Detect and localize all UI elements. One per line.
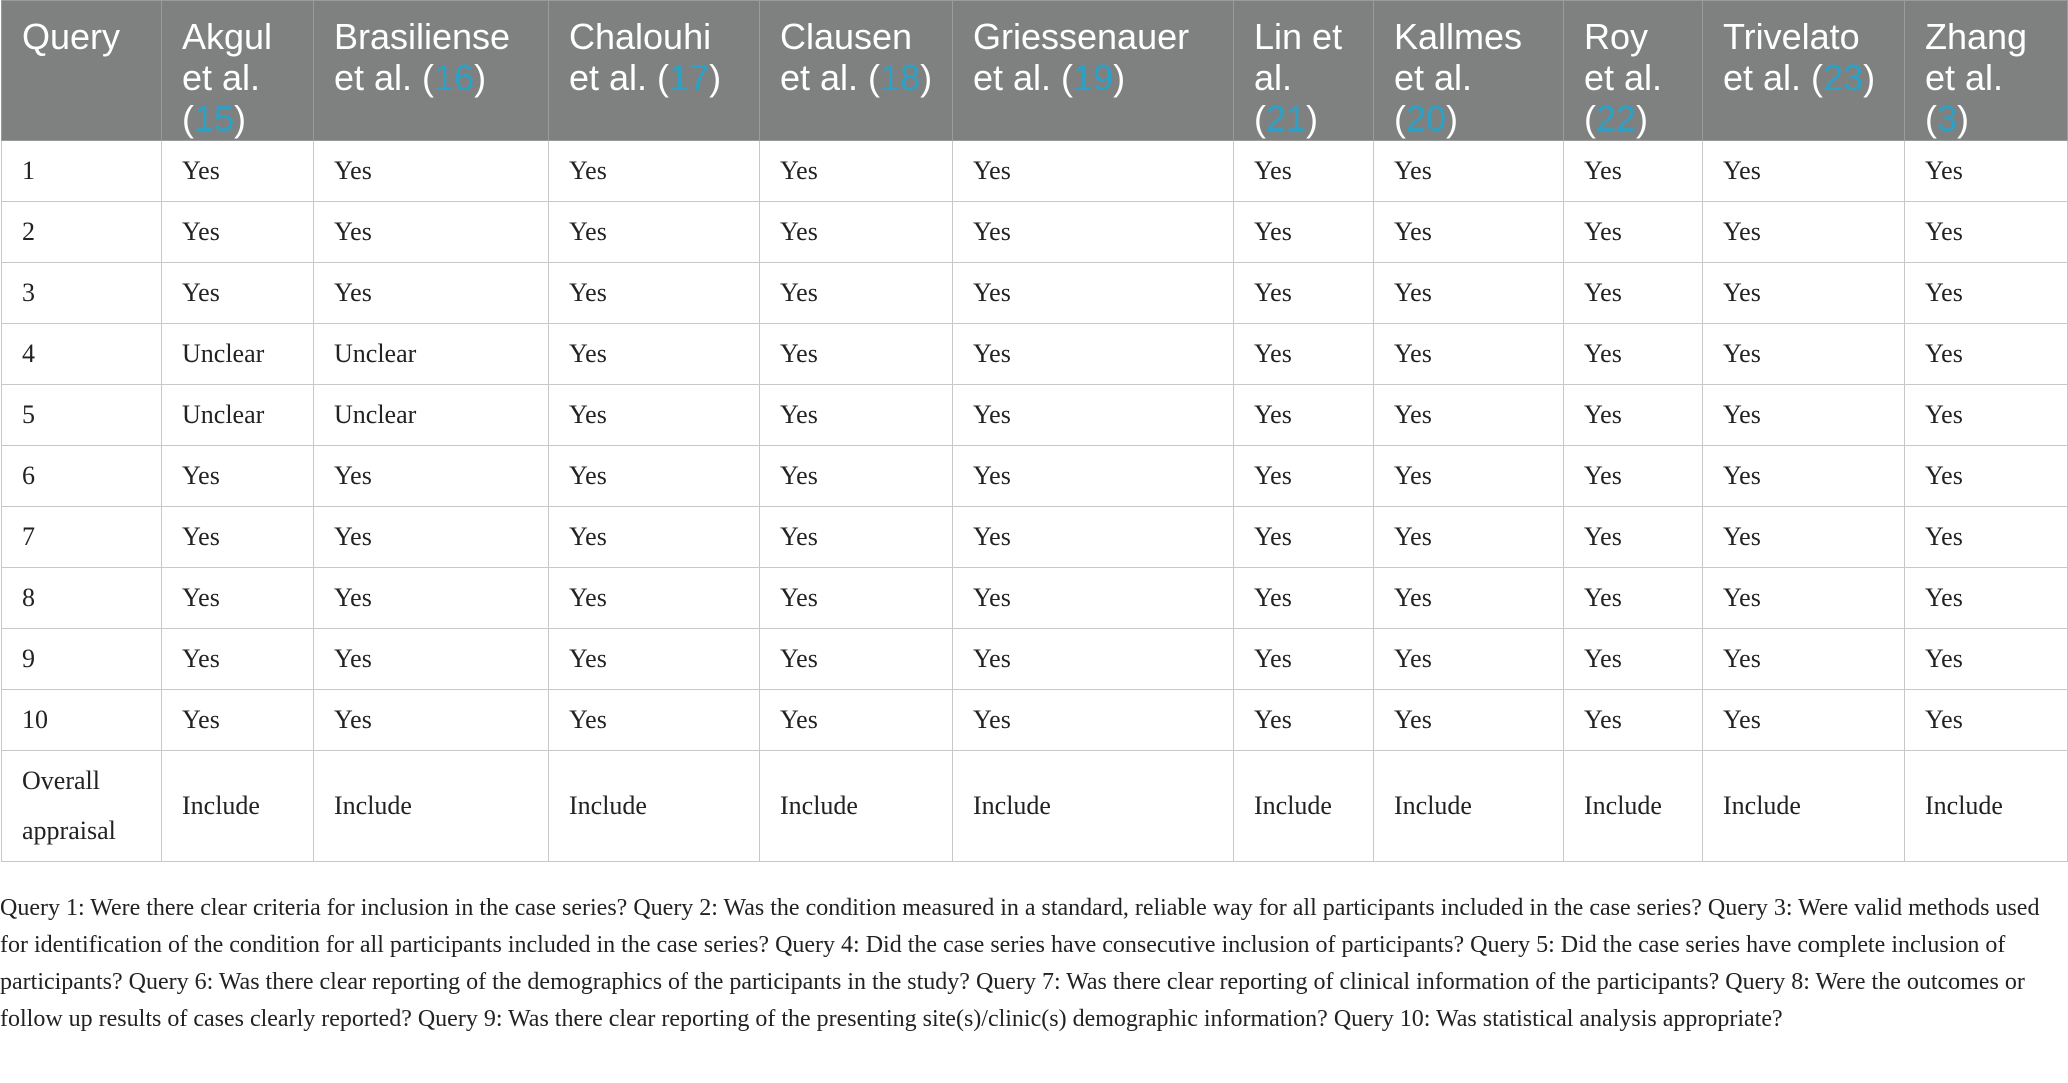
appraisal-cell: Yes [1374,507,1564,568]
appraisal-cell: Unclear [314,385,549,446]
column-header-study [1374,1,1564,141]
appraisal-cell: Yes [953,141,1234,202]
column-header-study [1234,1,1374,141]
column-header-label: Zhang et al. ( [1925,16,2028,139]
appraisal-cell: Yes [1374,690,1564,751]
table-row [2,690,2068,751]
appraisal-cell: Yes [760,324,953,385]
appraisal-cell: Yes [1703,446,1905,507]
overall-appraisal-cell: Include [314,751,549,862]
overall-appraisal-cell: Include [1234,751,1374,862]
overall-appraisal-cell: Include [1564,751,1703,862]
table-row [2,507,2068,568]
query-number-cell: 1 [2,141,162,202]
appraisal-cell: Yes [760,446,953,507]
column-header-label: Brasiliense et al. ( [334,16,511,98]
appraisal-cell: Yes [1703,690,1905,751]
reference-link[interactable]: 17 [669,57,710,98]
query-number-cell: 8 [2,568,162,629]
appraisal-cell: Yes [1234,324,1374,385]
table-row [2,568,2068,629]
reference-link[interactable]: 18 [880,57,921,98]
appraisal-cell: Yes [1564,263,1703,324]
appraisal-cell: Unclear [162,324,314,385]
column-header-label: Chalouhi et al. ( [569,16,712,98]
overall-appraisal-cell: Include [1703,751,1905,862]
appraisal-cell: Yes [549,141,760,202]
appraisal-cell: Yes [1234,568,1374,629]
reference-link[interactable]: 21 [1266,98,1307,139]
appraisal-cell: Yes [1905,141,2068,202]
overall-appraisal-cell: Include [549,751,760,862]
query-number-cell: 7 [2,507,162,568]
column-header-tail: ) [1113,57,1126,98]
appraisal-cell: Yes [549,507,760,568]
query-number-cell: 4 [2,324,162,385]
appraisal-cell: Yes [162,690,314,751]
appraisal-cell: Yes [1703,507,1905,568]
appraisal-cell: Yes [953,446,1234,507]
appraisal-cell: Yes [760,568,953,629]
appraisal-cell: Yes [1905,385,2068,446]
appraisal-cell: Yes [1234,263,1374,324]
column-header-query [2,1,162,141]
appraisal-cell: Yes [1564,385,1703,446]
column-header-study [953,1,1234,141]
overall-appraisal-cell: Include [162,751,314,862]
appraisal-cell: Yes [1374,629,1564,690]
appraisal-cell: Yes [162,507,314,568]
column-header-tail: ) [1957,98,1970,139]
column-header-label: Trivelato et al. ( [1723,16,1860,98]
appraisal-cell: Yes [1374,446,1564,507]
column-header-label: Clausen et al. ( [780,16,913,98]
column-header-study [162,1,314,141]
appraisal-cell: Yes [1564,202,1703,263]
table-row [2,385,2068,446]
appraisal-cell: Yes [314,263,549,324]
appraisal-cell: Yes [953,324,1234,385]
column-header-label: Griessenauer et al. ( [973,16,1190,98]
appraisal-cell: Yes [760,385,953,446]
column-header-tail: ) [234,98,247,139]
appraisal-cell: Yes [1374,202,1564,263]
column-header-study [1564,1,1703,141]
appraisal-cell: Yes [162,141,314,202]
query-number-cell: 2 [2,202,162,263]
appraisal-cell: Yes [1905,690,2068,751]
column-header-tail: ) [1636,98,1649,139]
appraisal-cell: Yes [1564,141,1703,202]
query-number-cell: 3 [2,263,162,324]
column-header-study [314,1,549,141]
appraisal-cell: Yes [1234,446,1374,507]
appraisal-cell: Yes [1564,690,1703,751]
appraisal-cell: Yes [953,263,1234,324]
appraisal-cell: Yes [162,263,314,324]
appraisal-cell: Yes [549,385,760,446]
appraisal-cell: Yes [1234,141,1374,202]
appraisal-cell: Yes [1234,385,1374,446]
appraisal-cell: Yes [953,385,1234,446]
reference-link[interactable]: 22 [1596,98,1637,139]
appraisal-cell: Yes [1564,568,1703,629]
appraisal-cell: Yes [1703,568,1905,629]
appraisal-cell: Yes [314,446,549,507]
appraisal-cell: Yes [1374,385,1564,446]
table-row [2,263,2068,324]
appraisal-cell: Unclear [314,324,549,385]
appraisal-cell: Yes [1905,507,2068,568]
appraisal-cell: Yes [1905,446,2068,507]
appraisal-cell: Yes [1905,324,2068,385]
appraisal-cell: Yes [760,629,953,690]
appraisal-cell: Yes [1374,568,1564,629]
column-header-tail: ) [1306,98,1319,139]
query-number-cell: 9 [2,629,162,690]
appraisal-cell: Yes [1564,324,1703,385]
reference-link[interactable]: 19 [1073,57,1114,98]
appraisal-cell: Yes [953,507,1234,568]
appraisal-cell: Unclear [162,385,314,446]
reference-link[interactable]: 20 [1406,98,1447,139]
appraisal-cell: Yes [549,446,760,507]
overall-appraisal-cell: Include [760,751,953,862]
overall-appraisal-cell: Include [1374,751,1564,862]
reference-link[interactable]: 23 [1823,57,1864,98]
appraisal-cell: Yes [760,507,953,568]
appraisal-cell: Yes [760,202,953,263]
column-header-label: Lin et al. ( [1254,16,1343,139]
appraisal-cell: Yes [549,568,760,629]
overall-appraisal-label: Overall appraisal [2,751,162,862]
appraisal-cell: Yes [1564,446,1703,507]
appraisal-cell: Yes [314,690,549,751]
column-header-tail: ) [1863,57,1876,98]
appraisal-cell: Yes [1703,324,1905,385]
appraisal-cell: Yes [549,202,760,263]
appraisal-cell: Yes [314,141,549,202]
table-header-row [2,1,2068,141]
appraisal-cell: Yes [1234,507,1374,568]
query-number-cell: 5 [2,385,162,446]
query-number-cell: 6 [2,446,162,507]
appraisal-cell: Yes [314,202,549,263]
appraisal-cell: Yes [162,629,314,690]
appraisal-cell: Yes [1905,568,2068,629]
table-row [2,141,2068,202]
appraisal-cell: Yes [1703,385,1905,446]
appraisal-cell: Yes [1234,629,1374,690]
reference-link[interactable]: 3 [1937,98,1958,139]
column-header-label: Query [22,16,121,57]
appraisal-cell: Yes [314,629,549,690]
appraisal-table [1,0,2068,862]
overall-appraisal-cell: Include [953,751,1234,862]
column-header-tail: ) [920,57,933,98]
column-header-study [760,1,953,141]
appraisal-cell: Yes [1374,324,1564,385]
table-row [2,202,2068,263]
appraisal-cell: Yes [1703,629,1905,690]
appraisal-cell: Yes [549,324,760,385]
appraisal-cell: Yes [162,446,314,507]
table-row [2,629,2068,690]
appraisal-cell: Yes [1564,629,1703,690]
table-row [2,324,2068,385]
appraisal-cell: Yes [953,568,1234,629]
column-header-study [1905,1,2068,141]
column-header-label: Akgul et al. ( [182,16,273,139]
appraisal-cell: Yes [549,263,760,324]
column-header-tail: ) [709,57,722,98]
appraisal-cell: Yes [162,568,314,629]
appraisal-cell: Yes [760,263,953,324]
appraisal-cell: Yes [760,690,953,751]
query-number-cell: 10 [2,690,162,751]
appraisal-cell: Yes [760,141,953,202]
overall-appraisal-row [2,751,2068,862]
reference-link[interactable]: 16 [434,57,475,98]
appraisal-cell: Yes [1703,141,1905,202]
appraisal-cell: Yes [1905,629,2068,690]
appraisal-cell: Yes [953,690,1234,751]
appraisal-cell: Yes [1905,263,2068,324]
appraisal-cell: Yes [953,629,1234,690]
table-body [2,141,2068,862]
table-footnote: Query 1: Were there clear criteria for inclusion in the case series? Query 2: Was the condition measured in a standard, reliable way for all participants included in the case series? Query 3: Were valid methods used for identification of the condition for all participants included in the case series? Query 4: Did the case series have consecutive inclusion of participants? Query 5: Did the case series have complete inclusion of participants? Query 6: Was there clear reporting of the demographics of the participants in the study? Query 7: Was there clear reporting of clinical information of the participants? Query 8: Were the outcomes or follow up results of cases clearly reported? Query 9: Was there clear reporting of the presenting site(s)/clinic(s) demographic information? Query 10: Was statistical analysis appropriate? [0,895,2040,1032]
appraisal-cell: Yes [953,202,1234,263]
appraisal-cell: Yes [1234,202,1374,263]
appraisal-cell: Yes [549,629,760,690]
overall-appraisal-cell: Include [1905,751,2068,862]
appraisal-cell: Yes [162,202,314,263]
appraisal-cell: Yes [1234,690,1374,751]
appraisal-cell: Yes [1374,263,1564,324]
appraisal-cell: Yes [1703,263,1905,324]
column-header-label: Kallmes et al. ( [1394,16,1523,139]
column-header-tail: ) [1446,98,1459,139]
column-header-label: Roy et al. ( [1584,16,1663,139]
appraisal-cell: Yes [314,507,549,568]
appraisal-cell: Yes [1564,507,1703,568]
column-header-study [1703,1,1905,141]
reference-link[interactable]: 15 [194,98,235,139]
appraisal-cell: Yes [1905,202,2068,263]
column-header-tail: ) [474,57,487,98]
appraisal-cell: Yes [314,568,549,629]
table-row [2,446,2068,507]
appraisal-cell: Yes [1374,141,1564,202]
appraisal-cell: Yes [549,690,760,751]
column-header-study [549,1,760,141]
appraisal-cell: Yes [1703,202,1905,263]
